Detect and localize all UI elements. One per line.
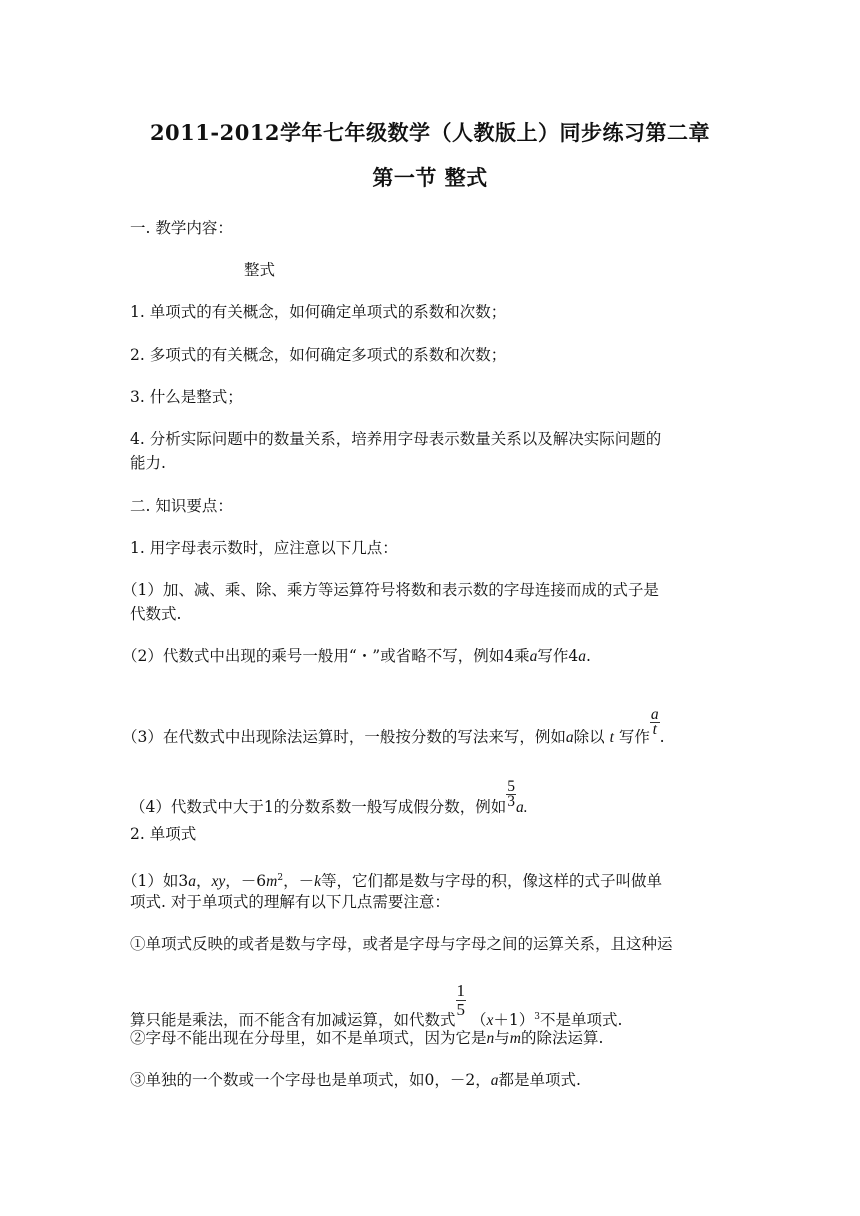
p3-var-t: t	[609, 729, 614, 746]
p3-frac-num: a	[650, 706, 659, 723]
p3-fraction	[650, 708, 660, 737]
note3	[130, 1068, 730, 1093]
n2-m: m	[509, 1030, 521, 1047]
section2-heading: 二. 知识要点：	[130, 497, 233, 515]
n1-frac-num: 1	[456, 981, 466, 1000]
point1-para1-line1: （1）加、减、乘、除、乘方等运算符号将数和表示数的字母连接而成的式子是	[122, 581, 659, 599]
n1-d: 不是单项式.	[539, 1011, 623, 1029]
section1-topic: 整式	[244, 261, 276, 279]
n1-c: ＋1）	[493, 1011, 535, 1029]
p2-var: a	[529, 648, 538, 665]
p3-text: （3）在代数式中出现除法运算时，一般按分数的写法来写，例如	[122, 728, 566, 746]
p1-e: ，－6	[225, 872, 267, 891]
n3-a: ③单独的一个数或一个字母也是单项式，如0，－2，	[130, 1071, 491, 1089]
p1-a: （1）如3	[122, 872, 189, 891]
p3-var-a: a	[565, 729, 574, 746]
note1-line1: ①单项式反映的或者是数与字母，或者是字母与字母之间的运算关系，且这种运	[130, 935, 673, 953]
p4-fraction	[506, 780, 516, 809]
n1-frac-den: 5	[456, 1000, 466, 1019]
section1-heading: 一. 教学内容：	[130, 219, 233, 237]
p2-end: .	[585, 647, 591, 665]
p1-h: ，－	[283, 872, 315, 891]
p3-end: 写作	[618, 728, 650, 746]
p1-f: m	[266, 873, 278, 891]
point1-para2	[122, 644, 722, 669]
p4-var: a.	[515, 799, 528, 816]
n2-b: 与	[494, 1029, 510, 1047]
section1-item-4: 4. 分析实际问题中的数量关系，培养用字母表示数量关系以及解决实际问题的	[130, 430, 662, 448]
p3-mid: 除以	[573, 728, 605, 746]
p2-mid: 写作4	[537, 647, 579, 665]
p3-frac-den: t	[652, 721, 657, 738]
p2-var2: a	[578, 648, 586, 665]
n3-b: 都是单项式.	[498, 1071, 581, 1089]
n1-fraction	[456, 982, 467, 1019]
n2-c: 的除法运算.	[520, 1029, 604, 1047]
section1-item-2: 2. 多项式的有关概念，如何确定多项式的系数和次数；	[130, 346, 507, 364]
p4-text: （4）代数式中大于1的分数系数一般写成假分数，例如	[130, 798, 507, 816]
point2-title: 2. 单项式	[130, 825, 197, 843]
point1-para4	[130, 780, 730, 820]
document-title: 2011-2012学年七年级数学（人教版上）同步练习第二章	[149, 120, 711, 145]
p1-i: k	[314, 873, 321, 891]
n1-b: （	[470, 1011, 487, 1029]
point1-para1-line2: 代数式.	[130, 605, 182, 623]
p1-j: 等，它们都是数与字母的积，像这样的式子叫做单	[320, 872, 662, 891]
p1-c: ，	[195, 872, 212, 891]
p4-frac-den: 3	[507, 793, 515, 810]
note2	[130, 1026, 730, 1051]
p1-g: 2	[277, 873, 284, 883]
n1-x: x	[486, 1012, 494, 1029]
section1-item-1: 1. 单项式的有关概念，如何确定单项式的系数和次数；	[130, 303, 507, 321]
document-subtitle: 第一节 整式	[372, 165, 488, 190]
section1-item-4-cont: 能力.	[130, 454, 166, 472]
point1-para3	[122, 708, 722, 750]
p1-b: a	[188, 873, 196, 891]
point1-title: 1. 用字母表示数时，应注意以下几点：	[130, 539, 398, 557]
n3-var: a	[490, 1072, 499, 1089]
n1-a: 算只能是乘法，而不能含有加减运算，如代数式	[130, 1011, 456, 1029]
n2-n: n	[486, 1030, 495, 1047]
p3-dot: .	[659, 728, 665, 746]
n2-a: ②字母不能出现在分母里，如不是单项式，因为它是	[130, 1029, 487, 1047]
p1-d: xy	[211, 873, 226, 891]
point2-para1-line2: 项式. 对于单项式的理解有以下几点需要注意：	[130, 893, 450, 911]
p4-frac-num: 5	[507, 778, 515, 795]
p2-text: （2）代数式中出现的乘号一般用“・”或省略不写，例如4乘	[122, 647, 530, 665]
n1-exp: 3	[534, 1011, 540, 1022]
section1-item-3: 3. 什么是整式；	[130, 388, 243, 406]
